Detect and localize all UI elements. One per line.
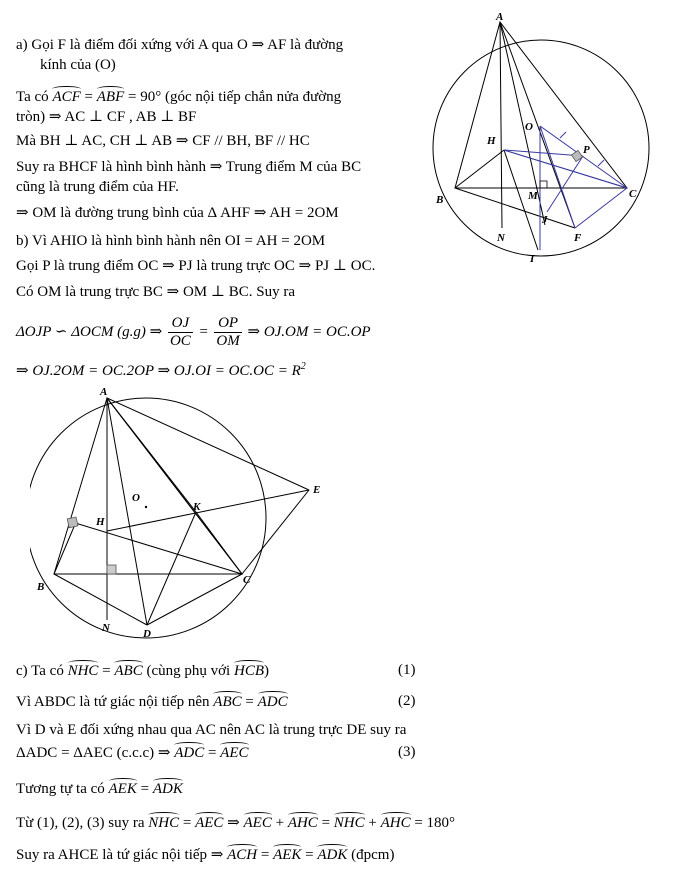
label-o-2: O: [132, 492, 140, 504]
part-a-line-4: tròn) ⇒ AC ⊥ CF , AB ⊥ BF: [16, 109, 197, 125]
text: ΔOJP ∽ ΔOCM (g.g) ⇒: [16, 324, 163, 340]
arc-aec-3: AEC: [243, 815, 272, 831]
tick-mark-1: [560, 132, 566, 138]
part-a-line-7: cũng là trung điểm của HF.: [16, 179, 179, 195]
circumcircle-2: [30, 398, 266, 638]
arc-nhc: NHC: [67, 663, 99, 679]
segment-k-d: [147, 512, 196, 625]
text: Từ (1), (2), (3) suy ra: [16, 815, 145, 831]
part-a-line-6: Suy ra BHCF là hình bình hành ⇒ Trung điểm M của BC: [16, 159, 362, 175]
plus: +: [368, 815, 377, 831]
plus: +: [275, 815, 285, 831]
arc-aek: AEK: [108, 781, 137, 797]
formula-similar-triangles: [16, 314, 371, 350]
numerator: OP: [214, 315, 241, 333]
text: (đpcm): [351, 847, 395, 863]
segment-k-c: [196, 512, 242, 574]
text: ): [263, 663, 269, 679]
label-e: E: [313, 484, 321, 496]
part-c-line-7: [16, 846, 394, 865]
text: ⇒ OJ.OM = OC.OP: [247, 324, 371, 340]
segment-h-c-2: [72, 522, 242, 574]
right-angle-mark-m: [540, 181, 547, 188]
eq-sign: =: [245, 694, 254, 710]
part-a-line-8: ⇒ OM là đường trung bình của Δ AHF ⇒ AH = 2OM: [16, 205, 339, 221]
label-d: D: [143, 628, 151, 640]
arc-abc: ABC: [114, 663, 143, 679]
arc-acf: ACF: [52, 89, 81, 105]
arc-aec-2: AEC: [195, 815, 224, 831]
altitude-an: [500, 22, 502, 228]
equation-number-3: (3): [398, 744, 416, 760]
eq-sign: =: [207, 745, 217, 761]
part-a-line-5: Mà BH ⊥ AC, CH ⊥ AB ⇒ CF // BH, BF // HC: [16, 133, 310, 149]
segment-a-j: [500, 22, 545, 225]
eq-sign: =: [198, 324, 209, 340]
label-c: C: [629, 188, 637, 200]
text: ⇒ OJ.2OM = OC.2OP ⇒ OJ.OI = OC.OC = R: [16, 363, 301, 379]
text: Suy ra AHCE là tứ giác nội tiếp ⇒: [16, 847, 224, 863]
segment-b-f: [455, 188, 575, 228]
part-c-line-6: [16, 814, 455, 833]
part-b-line-3: Có OM là trung trực BC ⇒ OM ⊥ BC. Suy ra: [16, 284, 295, 300]
part-a-line-3: [16, 88, 341, 107]
text: (cùng phụ với: [146, 663, 231, 679]
text: Tương tự ta có: [16, 781, 105, 797]
label-p: P: [583, 144, 590, 156]
arc-aec: AEC: [220, 745, 249, 761]
text: Ta có: [16, 89, 49, 105]
segment-b-h: [455, 150, 504, 188]
label-k: K: [193, 501, 201, 513]
right-angle-mark-ab: [67, 517, 78, 528]
implies: ⇒: [227, 815, 240, 831]
formula-power: [16, 357, 306, 381]
label-h-2: H: [96, 516, 105, 528]
right-angle-mark-bc: [107, 565, 116, 574]
eq-sign: =: [260, 847, 270, 863]
part-a-line-1: a) Gọi F là điểm đối xứng với A qua O ⇒ AF là đường: [16, 37, 344, 53]
segment-a-e: [107, 398, 309, 490]
equation-number-2: (2): [398, 693, 416, 709]
label-n: N: [497, 232, 505, 244]
label-a: A: [496, 11, 504, 23]
segment-o-c: [540, 126, 627, 188]
label-o: O: [525, 121, 533, 133]
label-f: F: [574, 232, 582, 244]
arc-ahc-2: AHC: [380, 815, 411, 831]
arc-adk-2: ADK: [317, 847, 348, 863]
label-i: I: [530, 253, 535, 265]
arc-adk: ADK: [152, 781, 183, 797]
arc-hcb: HCB: [233, 663, 264, 679]
label-b: B: [436, 194, 444, 206]
text: = 180°: [414, 815, 456, 831]
label-h: H: [487, 135, 496, 147]
part-b-line-2: Gọi P là trung điểm OC ⇒ PJ là trung trực OC ⇒ PJ ⊥ OC.: [16, 258, 376, 274]
label-c-2: C: [243, 574, 251, 586]
arc-aek-2: AEK: [273, 847, 302, 863]
arc-nhc-3: NHC: [333, 815, 365, 831]
label-n-2: N: [102, 622, 110, 634]
segment-a-d: [107, 398, 147, 625]
label-b-2: B: [37, 581, 45, 593]
denominator: OM: [216, 333, 240, 350]
part-c-line-1: [16, 662, 269, 681]
equation-number-1: (1): [398, 662, 416, 678]
tick-mark-2: [598, 160, 604, 166]
eq-sign: =: [140, 781, 150, 797]
fraction-oj-oc: [168, 315, 193, 350]
arc-ahc: AHC: [287, 815, 318, 831]
arc-adc: ADC: [257, 694, 288, 710]
part-c-line-5: [16, 780, 183, 799]
part-c-line-2: [16, 693, 288, 712]
label-a-2: A: [100, 386, 108, 398]
arc-ach: ACH: [227, 847, 258, 863]
label-m: M: [528, 190, 538, 202]
text: Vì ABDC là tứ giác nội tiếp nên: [16, 694, 210, 710]
segment-b-h-2: [54, 522, 76, 574]
eq-sign: =: [102, 663, 111, 679]
eq-sign: =: [182, 815, 192, 831]
figure-2-diagram: [30, 380, 340, 642]
superscript: 2: [300, 361, 306, 372]
triangle-abc-2: [54, 398, 242, 574]
arc-adc-2: ADC: [174, 745, 205, 761]
numerator: OJ: [168, 315, 193, 333]
eq-sign: =: [305, 847, 314, 863]
part-c-line-3: Vì D và E đối xứng nhau qua AC nên AC là trung trực DE suy ra: [16, 722, 407, 738]
fraction-op-om: [214, 315, 241, 350]
figure-1-diagram: [430, 8, 670, 270]
part-c-line-4: [16, 744, 249, 763]
label-j: J: [542, 214, 548, 226]
arc-abf: ABF: [96, 89, 125, 105]
part-a-line-2: kính của (O): [40, 57, 116, 73]
center-dot-o: [145, 506, 147, 508]
segment-e-c: [242, 490, 309, 574]
segment-c-d: [147, 574, 242, 625]
denominator: OC: [169, 333, 191, 350]
text: c) Ta có: [16, 663, 64, 679]
arc-nhc-2: NHC: [148, 815, 180, 831]
eq-sign: =: [321, 815, 331, 831]
part-b-line-1: b) Vì AHIO là hình bình hành nên OI = AH = 2OM: [16, 233, 326, 249]
arc-abc-2: ABC: [213, 694, 242, 710]
segment-b-d: [54, 574, 147, 625]
eq-sign: =: [84, 89, 93, 105]
text: ΔADC = ΔAEC (c.c.c) ⇒: [16, 745, 171, 761]
text: = 90° (góc nội tiếp chắn nửa đường: [128, 89, 342, 105]
segment-j-p: [547, 156, 583, 212]
